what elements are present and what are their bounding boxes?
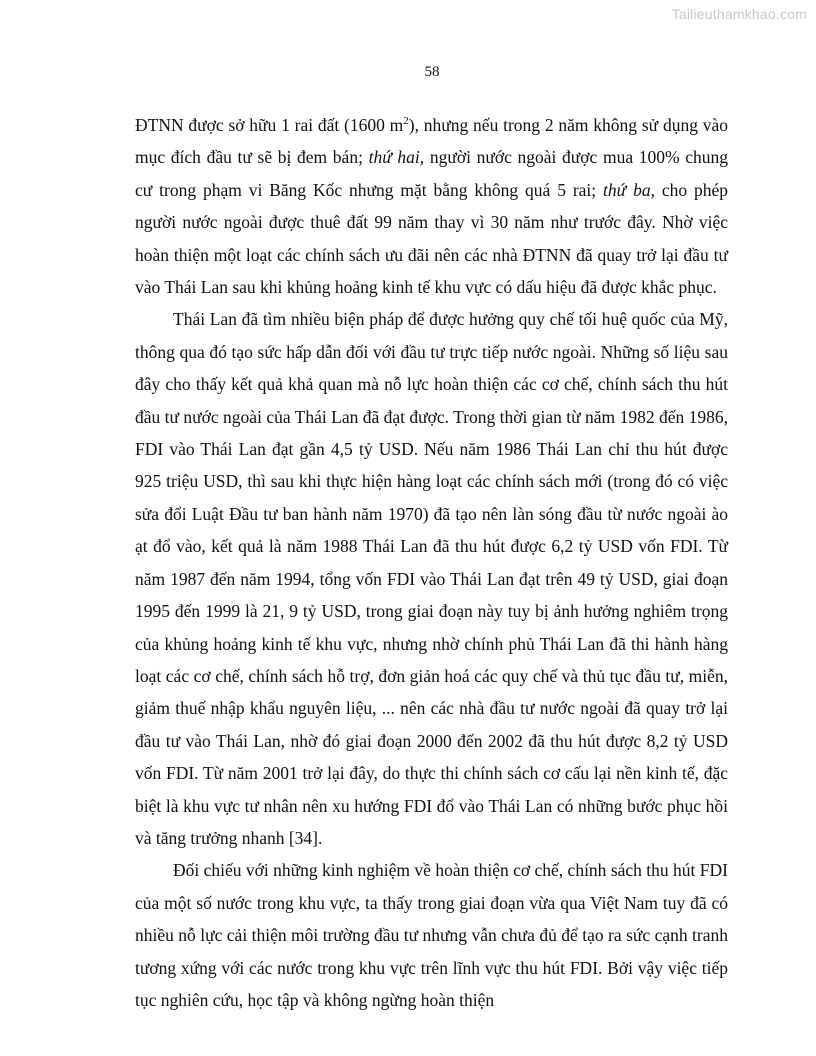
- italic-text: thứ ba,: [603, 179, 655, 200]
- text-segment: Đối chiếu với những kinh nghiệm về hoàn thiện cơ chế, chính sách thu hút FDI của một số nước trong khu vực, ta thấy trong giai đoạn vừa qua Việt Nam tuy đã có nhiều nỗ lực cải thiện môi trường đầu tư nhưng vẫn chưa đủ để tạo ra sức cạnh tranh tương xứng với các nước trong khu vực trên lĩnh vực thu hút FDI. Bởi vậy việc tiếp tục nghiên cứu, học tập và không ngừng hoàn thiện: [135, 860, 728, 1010]
- text-segment: Thái Lan đã tìm nhiều biện pháp để được hưởng quy chế tối huệ quốc của Mỹ, thông qua đó tạo sức hấp dẫn đối với đầu tư trực tiếp nước ngoài. Những số liệu sau đây cho thấy kết quả khả quan mà nỗ lực hoàn thiện các cơ chế, chính sách thu hút đầu tư nước ngoài của Thái Lan đã đạt được. Trong thời gian từ năm 1982 đến 1986, FDI vào Thái Lan đạt gần 4,5 tỷ USD. Nếu năm 1986 Thái Lan chỉ thu hút được 925 triệu USD, thì sau khi thực hiện hàng loạt các chính sách mới (trong đó có việc sửa đổi Luật Đầu tư ban hành năm 1970) đã tạo nên làn sóng đầu từ nước ngoài ào ạt đổ vào, kết quả là năm 1988 Thái Lan đã thu hút được 6,2 tỷ USD vốn FDI. Từ năm 1987 đến năm 1994, tổng vốn FDI vào Thái Lan đạt trên 49 tỷ USD, giai đoạn 1995 đến 1999 là 21, 9 tỷ USD, trong giai đoạn này tuy bị ảnh hưởng nghiêm trọng của khủng hoảng kinh tế khu vực, nhưng nhờ chính phủ Thái Lan đã thi hành hàng loạt các cơ chế, chính sách hỗ trợ, đơn giản hoá các quy chế và thủ tục đầu tư, miễn, giảm thuế nhập khẩu nguyên liệu, ... nên các nhà đầu tư nước ngoài đã quay trở lại đầu tư vào Thái Lan, nhờ đó giai đoạn 2000 đến 2002 đã thu hút được 8,2 tỷ USD vốn FDI. Từ năm 2001 trở lại đây, do thực thi chính sách cơ cấu lại nền kinh tế, đặc biệt là khu vực tư nhân nên xu hướng FDI đổ vào Thái Lan có những bước phục hồi và tăng trưởng nhanh [34].: [135, 309, 728, 848]
- paragraph-2: [135, 303, 728, 854]
- text-segment: ĐTNN được sở hữu 1 rai đất (1600 m: [135, 115, 404, 135]
- text-segment: cho phép người nước ngoài được thuê đất 99 năm thay vì 30 năm như trước đây. Nhờ việc hoàn thiện một loạt các chính sách ưu đãi nên các nhà ĐTNN đã quay trở lại đầu tư vào Thái Lan sau khi khủng hoảng kinh tế khu vực có dấu hiệu đã được khắc phục.: [135, 179, 728, 298]
- paragraph-1: [135, 109, 728, 303]
- text-segment: ), nhưng nếu trong 2 năm không sử dụng vào mục đích đầu tư sẽ bị đem bán;: [135, 115, 728, 168]
- superscript: 2: [403, 115, 409, 128]
- document-body: [135, 109, 728, 1016]
- text-segment: người nước ngoài được mua 100% chung cư trong phạm vi Băng Kốc nhưng mặt bằng không quá 5 rai;: [135, 147, 729, 200]
- watermark: Tailieuthamkhao.com: [671, 6, 807, 22]
- paragraph-3: [135, 854, 728, 1016]
- page-number: 58: [424, 64, 440, 80]
- italic-text: thứ hai,: [368, 147, 425, 168]
